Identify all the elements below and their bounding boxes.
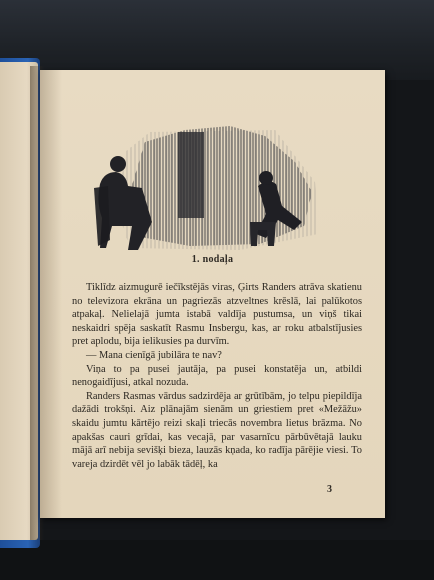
page-body-text	[72, 281, 362, 471]
page-number: 3	[327, 484, 332, 495]
paragraph-2: — Mana cienīgā jubilāra te nav?	[86, 349, 222, 361]
book-page	[40, 70, 385, 518]
paragraph-4: Randers Rasmas vārdus sadzirdēja ar grūtībām, jo telpu piepildīja dažādi trokšņi. Aiz plānajām sienām un griestiem pret «Mežāžu» skaidu jumtu kārtējo reizi skaļi triecās novembra lietus brāzma. No apakšas cauri grīdai, kas vecajā, par vasarnīcu pārbūvētajā lauku mājā arī nebija sevišķi bieza, lauzās kņada, ko radīja pārējie viesi. To vareja dzirdēt vēl jo labāk tādēļ, ka	[72, 390, 362, 470]
chapter-title: 1. nodaļa	[191, 254, 234, 265]
paragraph-3: Viņa to pa pusei jautāja, pa pusei konstatēja un, atbildi nenogaidījusi, atkal nozuda.	[72, 363, 362, 389]
man-head	[110, 156, 126, 172]
background-bottom	[0, 540, 434, 580]
armchair	[94, 186, 110, 246]
background-top	[0, 0, 434, 80]
chapter-illustration	[90, 122, 324, 262]
paragraph-1: Tiklīdz aizmugurē iečīkstējās viras, Ģirts Randers atrāva skatienu no televizora ekrāna un pagriezās atzveltnes krēslā, lai palūkotos atpakaļ. Nelielajā jumta istabā valdīja pustumsa, un viņš tikai neskaidri spēja saskatīt Rasmu Insbergu, kas, ar roku atbalstījusies pret aplodu, bija ielikusies pa durvīm.	[72, 282, 362, 348]
page-gutter-shadow	[40, 70, 62, 518]
doorway	[178, 132, 204, 218]
illustration-halo	[118, 130, 318, 250]
woman-head	[259, 171, 273, 185]
